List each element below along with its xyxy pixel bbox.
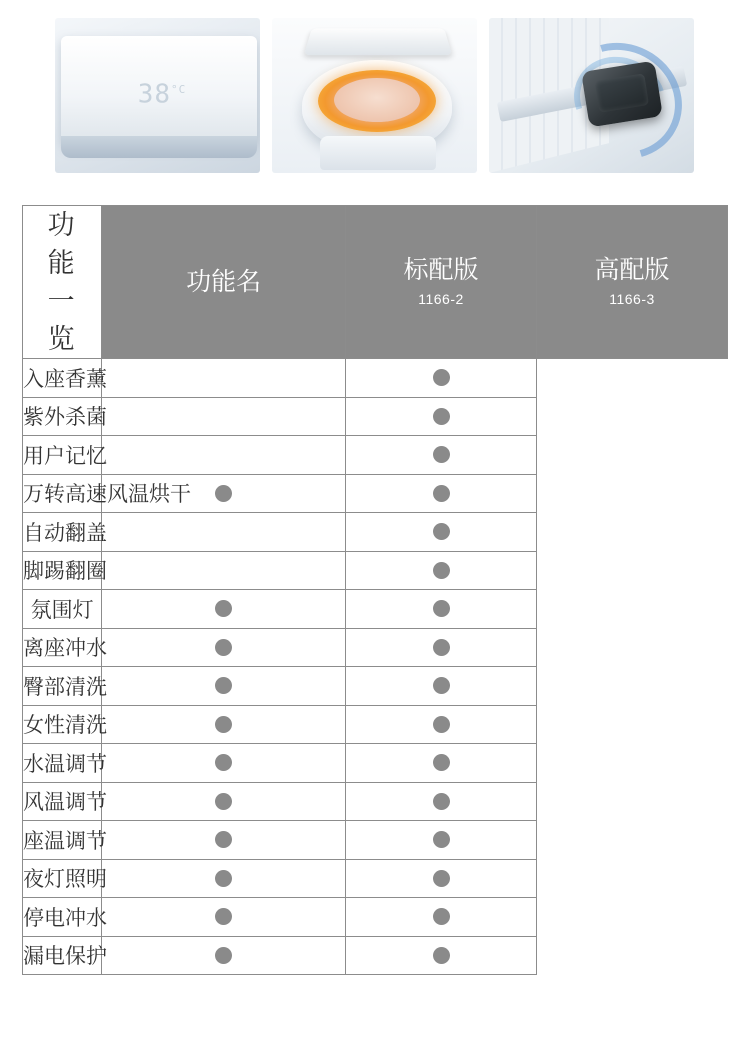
- header-premium-label: 高配版: [594, 256, 670, 284]
- table-row: [23, 551, 728, 590]
- feature-name-cell: 入座香薰: [23, 359, 102, 398]
- premium-availability-cell: [346, 590, 537, 629]
- temperature-unit: °C: [171, 83, 187, 96]
- feature-name-cell: 臀部清洗: [23, 667, 102, 706]
- feature-name-cell: 自动翻盖: [23, 513, 102, 552]
- premium-availability-cell: [346, 513, 537, 552]
- availability-dot-icon: [215, 793, 232, 810]
- feature-name-cell: 停电冲水: [23, 898, 102, 937]
- header-standard-label: 标配版: [403, 256, 479, 284]
- vertical-title-char-2: 能: [47, 248, 77, 278]
- availability-dot-icon: [433, 562, 450, 579]
- availability-dot-icon: [215, 639, 232, 656]
- premium-availability-cell: [346, 667, 537, 706]
- availability-dot-icon: [433, 408, 450, 425]
- vertical-title-char-1: 功: [47, 210, 77, 240]
- display-panel-photo: [55, 18, 260, 173]
- standard-availability-cell: [102, 705, 346, 744]
- premium-availability-cell: [346, 474, 537, 513]
- header-premium-model: 1166-3: [609, 291, 655, 307]
- premium-availability-cell: [346, 359, 537, 398]
- premium-availability-cell: [346, 859, 537, 898]
- availability-dot-icon: [433, 677, 450, 694]
- feature-name-cell: 紫外杀菌: [23, 397, 102, 436]
- feature-name-cell: 女性清洗: [23, 705, 102, 744]
- table-row: [23, 782, 728, 821]
- table-row: [23, 936, 728, 975]
- table-row: [23, 590, 728, 629]
- table-row: [23, 513, 728, 552]
- table-row: [23, 397, 728, 436]
- product-photo-strip: [0, 0, 750, 173]
- availability-dot-icon: [433, 793, 450, 810]
- feature-name-cell: 氛围灯: [23, 590, 102, 629]
- feature-name-cell: 脚踢翻圈: [23, 551, 102, 590]
- premium-availability-cell: [346, 628, 537, 667]
- standard-availability-cell: [102, 551, 346, 590]
- availability-dot-icon: [433, 908, 450, 925]
- header-premium-edition: [537, 206, 728, 359]
- feature-table-wrapper: [0, 173, 750, 975]
- availability-dot-icon: [433, 523, 450, 540]
- feature-comparison-table: [22, 205, 728, 975]
- premium-availability-cell: [346, 397, 537, 436]
- availability-dot-icon: [433, 369, 450, 386]
- feature-name-cell: 水温调节: [23, 744, 102, 783]
- availability-dot-icon: [215, 485, 232, 502]
- premium-availability-cell: [346, 782, 537, 821]
- availability-dot-icon: [433, 831, 450, 848]
- table-row: [23, 667, 728, 706]
- premium-availability-cell: [346, 821, 537, 860]
- table-row: [23, 821, 728, 860]
- header-standard-model: 1166-2: [418, 291, 464, 307]
- bowl-interior: [334, 78, 420, 122]
- standard-availability-cell: [102, 782, 346, 821]
- availability-dot-icon: [215, 716, 232, 733]
- availability-dot-icon: [433, 485, 450, 502]
- availability-dot-icon: [215, 870, 232, 887]
- standard-availability-cell: [102, 898, 346, 937]
- feature-name-cell: 漏电保护: [23, 936, 102, 975]
- availability-dot-icon: [433, 716, 450, 733]
- availability-dot-icon: [433, 600, 450, 617]
- availability-dot-icon: [215, 908, 232, 925]
- standard-availability-cell: [102, 859, 346, 898]
- standard-availability-cell: [102, 821, 346, 860]
- remote-control-unit: [581, 61, 663, 128]
- standard-availability-cell: [102, 513, 346, 552]
- seat-base: [320, 136, 436, 170]
- standard-availability-cell: [102, 628, 346, 667]
- header-feature-name: [102, 206, 346, 359]
- panel-edge: [61, 136, 257, 158]
- standard-availability-cell: [102, 397, 346, 436]
- feature-name-cell: 夜灯照明: [23, 859, 102, 898]
- heated-seat-photo: [272, 18, 477, 173]
- feature-name-cell: 座温调节: [23, 821, 102, 860]
- temperature-readout: [127, 73, 197, 110]
- header-feature-name-label: 功能名: [186, 268, 262, 296]
- table-row: [23, 898, 728, 937]
- standard-availability-cell: [102, 744, 346, 783]
- table-row: [23, 474, 728, 513]
- premium-availability-cell: [346, 705, 537, 744]
- availability-dot-icon: [215, 754, 232, 771]
- standard-availability-cell: [102, 590, 346, 629]
- table-vertical-title: [23, 206, 102, 359]
- table-row: [23, 436, 728, 475]
- availability-dot-icon: [215, 677, 232, 694]
- availability-dot-icon: [433, 754, 450, 771]
- table-row: [23, 744, 728, 783]
- premium-availability-cell: [346, 551, 537, 590]
- availability-dot-icon: [215, 831, 232, 848]
- standard-availability-cell: [102, 936, 346, 975]
- availability-dot-icon: [433, 870, 450, 887]
- seat-lid: [304, 28, 453, 55]
- table-row: [23, 628, 728, 667]
- vertical-title-char-4: 览: [47, 324, 77, 354]
- premium-availability-cell: [346, 898, 537, 937]
- table-row: [23, 859, 728, 898]
- premium-availability-cell: [346, 436, 537, 475]
- premium-availability-cell: [346, 936, 537, 975]
- premium-availability-cell: [346, 744, 537, 783]
- feature-name-cell: 离座冲水: [23, 628, 102, 667]
- availability-dot-icon: [433, 639, 450, 656]
- standard-availability-cell: [102, 436, 346, 475]
- header-standard-edition: [346, 206, 537, 359]
- feature-rows: [23, 359, 728, 975]
- table-row: [23, 359, 728, 398]
- temperature-value: 38: [137, 79, 172, 110]
- feature-name-cell: 万转高速风温烘干: [23, 474, 102, 513]
- availability-dot-icon: [433, 947, 450, 964]
- vertical-title-char-3: 一: [47, 286, 77, 316]
- availability-dot-icon: [433, 446, 450, 463]
- table-row: [23, 705, 728, 744]
- feature-name-cell: 用户记忆: [23, 436, 102, 475]
- availability-dot-icon: [215, 947, 232, 964]
- standard-availability-cell: [102, 667, 346, 706]
- standard-availability-cell: [102, 359, 346, 398]
- side-remote-photo: [489, 18, 694, 173]
- feature-name-cell: 风温调节: [23, 782, 102, 821]
- availability-dot-icon: [215, 600, 232, 617]
